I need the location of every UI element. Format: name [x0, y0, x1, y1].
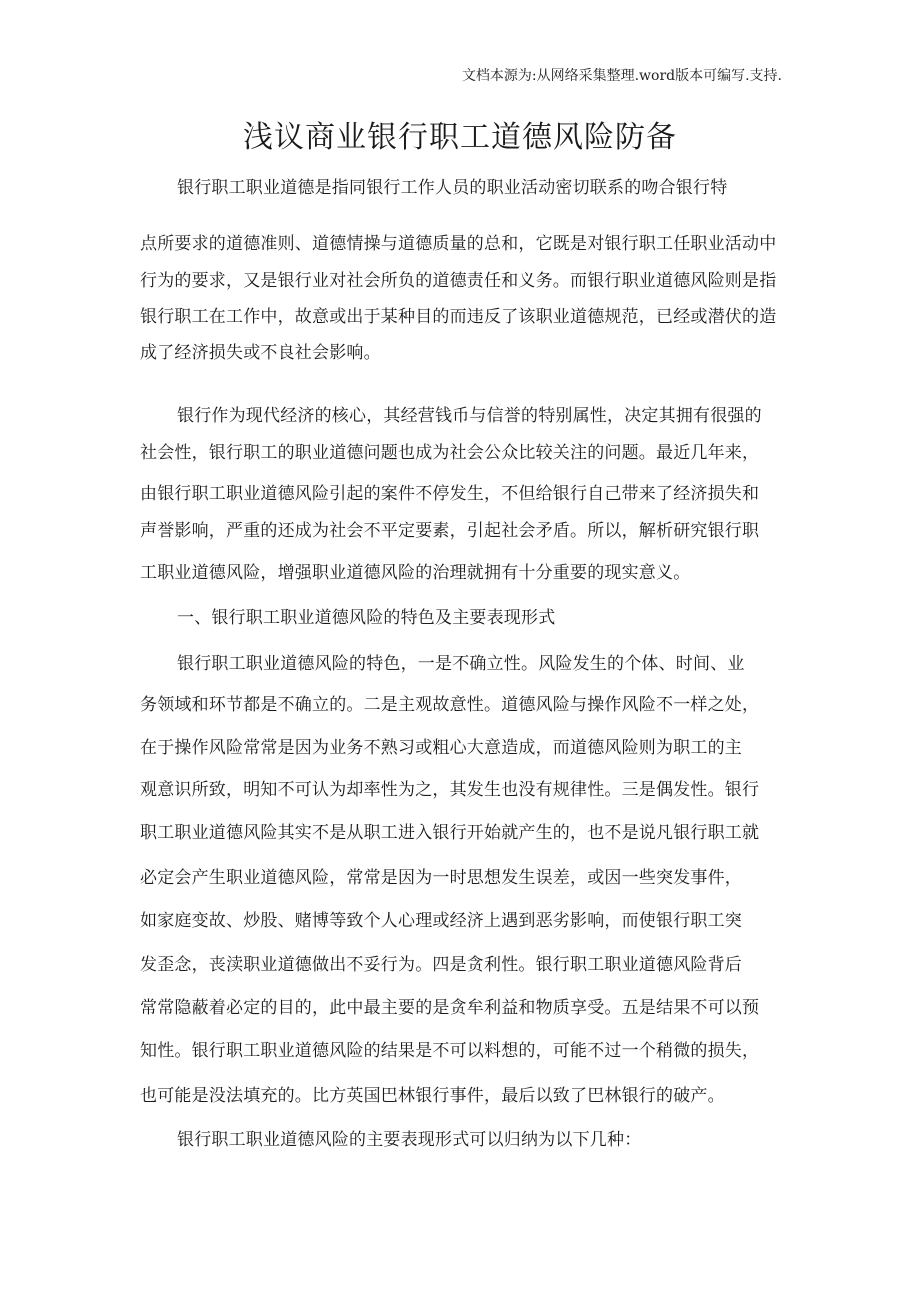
source-note: 文档本源为:从网络采集整理.word版本可编写.支持.: [461, 68, 782, 84]
body-line: 观意识所致，明知不可认为却率性为之，其发生也没有规律性。三是偶发性。银行: [140, 780, 760, 800]
body-line: 行为的要求，又是银行业对社会所负的道德责任和义务。而银行职业道德风险则是指: [140, 271, 777, 291]
body-line: 声誉影响，严重的还成为社会不平定要素，引起社会矛盾。所以，解析研究银行职: [140, 521, 760, 541]
body-line: 务领域和环节都是不确立的。二是主观故意性。道德风险与操作风险不一样之处，: [140, 695, 760, 715]
body-line: 知性。银行职工职业道德风险的结果是不可以料想的，可能不过一个稍微的损失，: [140, 1041, 760, 1061]
body-line: 由银行职工职业道德风险引起的案件不停发生，不但给银行自己带来了经济损失和: [140, 484, 760, 504]
body-line: 发歪念，丧渎职业道德做出不妥行为。四是贪利性。银行职工职业道德风险背后: [140, 955, 742, 975]
body-line: 必定会产生职业道德风险，常常是因为一时思想发生误差，或因一些突发事件，: [140, 868, 742, 888]
section-heading: 一、银行职工职业道德风险的特色及主要表现形式: [177, 608, 556, 628]
body-line: 如家庭变故、炒股、赌博等致个人心理或经济上遇到恶劣影响，而使银行职工突: [140, 911, 742, 931]
body-line: 点所要求的道德准则、道德情操与道德质量的总和，它既是对银行职工任职业活动中: [140, 234, 777, 254]
body-line: 在于操作风险常常是因为业务不熟习或粗心大意造成，而道德风险则为职工的主: [140, 738, 742, 758]
body-line: 工职业道德风险，增强职业道德风险的治理就拥有十分重要的现实意义。: [140, 563, 691, 583]
body-line: 银行职工职业道德是指同银行工作人员的职业活动密切联系的吻合银行特: [177, 178, 728, 198]
document-title: 浅议商业银行职工道德风险防备: [243, 120, 677, 155]
body-line: 银行职工职业道德风险的主要表现形式可以归纳为以下几种：: [177, 1130, 642, 1150]
body-line: 也可能是没法填充的。比方英国巴林银行事件，最后以致了巴林银行的破产。: [140, 1086, 725, 1106]
body-line: 职工职业道德风险其实不是从职工进入银行开始就产生的，也不是说凡银行职工就: [140, 823, 760, 843]
body-line: 银行职工在工作中，故意或出于某种目的而违反了该职业道德规范，已经或潜伏的造: [140, 307, 777, 327]
body-line: 成了经济损失或不良社会影响。: [140, 343, 381, 363]
body-line: 银行作为现代经济的核心，其经营钱币与信誉的特别属性，决定其拥有很强的: [177, 406, 762, 426]
body-line: 银行职工职业道德风险的特色，一是不确立性。风险发生的个体、时间、业: [177, 654, 745, 674]
body-line: 常常隐蔽着必定的目的，此中最主要的是贪牟利益和物质享受。五是结果不可以预: [140, 998, 760, 1018]
body-line: 社会性，银行职工的职业道德问题也成为社会公众比较关注的问题。最近几年来，: [140, 443, 760, 463]
